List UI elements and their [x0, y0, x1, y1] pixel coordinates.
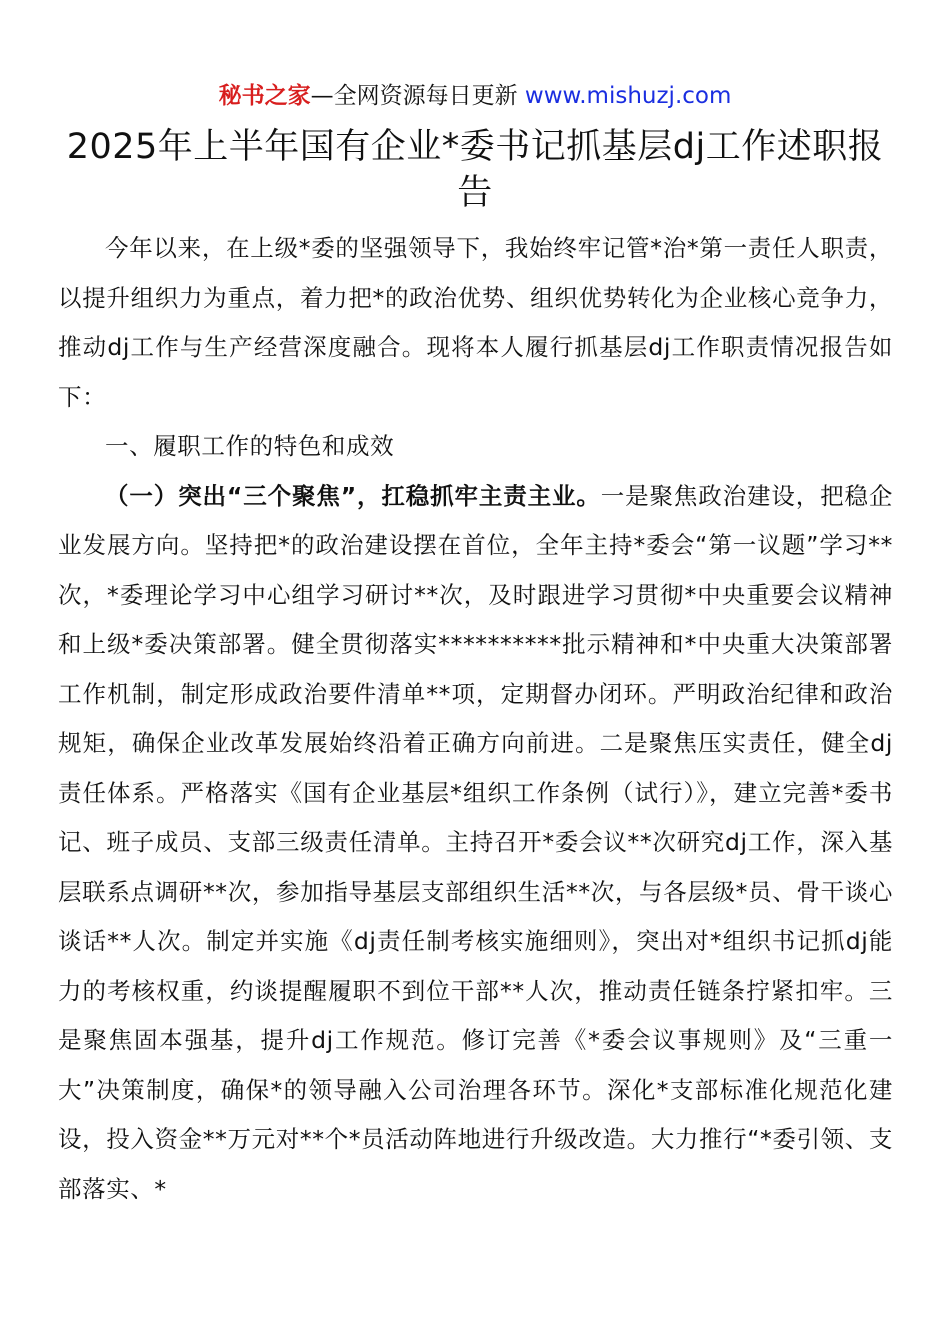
document-title: 2025年上半年国有企业*委书记抓基层dj工作述职报告	[66, 127, 884, 213]
item-body: 一是聚焦政治建设，把稳企业发展方向。坚持把*的政治建设摆在首位，全年主持*委会“第一议题”学习**次，*委理论学习中心组学习研讨**次，及时跟进学习贯彻*中央重要会议精神和上级*委决策部署。健全贯彻落实**********批示精神和*中央重大决策部署工作机制，制定形成政治要件清单**项，定期督办闭环。严明政治纪律和政治规矩，确保企业改革发展始终沿着正确方向前进。二是聚焦压实责任，健全dj责任体系。严格落实《国有企业基层*组织工作条例（试行）》，建立完善*委书记、班子成员、支部三级责任清单。主持召开*委会议**次研究dj工作，深入基层联系点调研**次，参加指导基层支部组织生活**次，与各层级*员、骨干谈心谈话**人次。制定并实施《dj责任制考核实施细则》，突出对*组织书记抓dj能力的考核权重，约谈提醒履职不到位干部**人次，推动责任链条拧紧扣牢。三是聚焦固本强基，提升dj工作规范。修订完善《*委会议事规则》及“三重一大”决策制度，确保*的领导融入公司治理各环节。深化*支部标准化规范化建设，投入资金**万元对**个*员活动阵地进行升级改造。大力推行“*委引领、支部落实、*	[58, 481, 893, 1203]
section-heading: 一、履职工作的特色和成效	[105, 432, 395, 460]
brand-name: 秘书之家	[218, 83, 311, 109]
item-paragraph	[58, 472, 893, 1215]
site-header	[0, 80, 950, 112]
document-body	[58, 224, 893, 1214]
intro-paragraph: 今年以来，在上级*委的坚强领导下，我始终牢记管*治*第一责任人职责，以提升组织力为重点，着力把*的政治优势、组织优势转化为企业核心竞争力，推动dj工作与生产经营深度融合。现将本人履行抓基层dj工作职责情况报告如下：	[58, 234, 893, 411]
site-url-link[interactable]: www.mishuzj.com	[524, 83, 732, 109]
item-lead: （一）突出“三个聚焦”，扛稳抓牢主责主业。	[105, 481, 601, 510]
header-tagline: —全网资源每日更新	[310, 83, 518, 109]
